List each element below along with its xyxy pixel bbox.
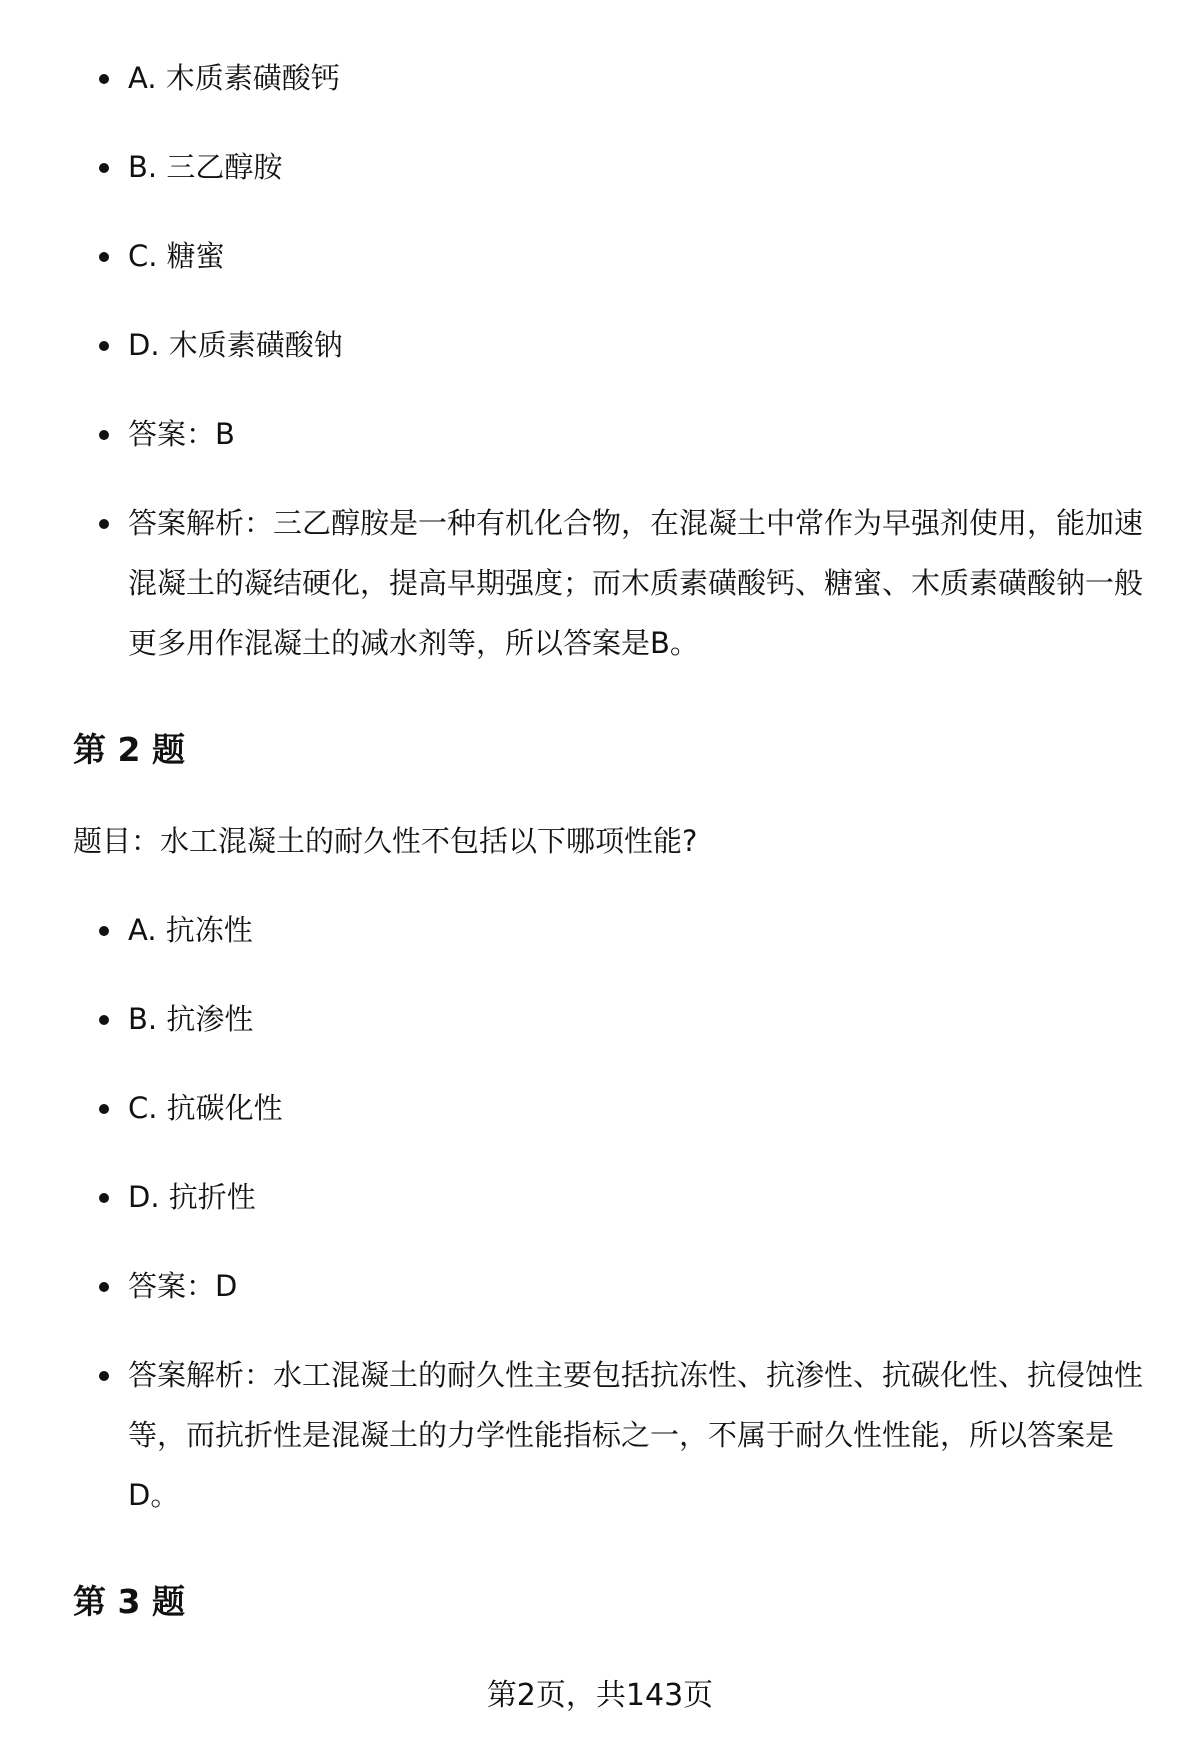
option-b: B. 抗渗性	[73, 989, 1153, 1049]
option-b: B. 三乙醇胺	[73, 137, 1153, 197]
answer: 答案：D	[73, 1256, 1153, 1316]
answer: 答案：B	[73, 404, 1153, 464]
option-d: D. 木质素磺酸钠	[73, 315, 1153, 375]
question-2-stem: 题目：水工混凝土的耐久性不包括以下哪项性能?	[73, 824, 698, 858]
answer-analysis: 答案解析：三乙醇胺是一种有机化合物，在混凝土中常作为早强剂使用，能加速混凝土的凝结硬化，提高早期强度；而木质素磺酸钙、糖蜜、木质素磺酸钠一般更多用作混凝土的减水剂等，所以答案是B。	[73, 493, 1153, 673]
page-footer: 第2页，共143页	[486, 1678, 714, 1713]
option-a: A. 木质素磺酸钙	[73, 48, 1153, 108]
answer-analysis: 答案解析：水工混凝土的耐久性主要包括抗冻性、抗渗性、抗碳化性、抗侵蚀性等，而抗折性是混凝土的力学性能指标之一，不属于耐久性性能，所以答案是D。	[73, 1345, 1153, 1525]
question-2-options	[73, 900, 1153, 1525]
option-d: D. 抗折性	[73, 1167, 1153, 1227]
page-content	[73, 48, 1153, 1627]
question-2-heading: 第 2 题	[73, 730, 185, 769]
question-1-options	[73, 48, 1153, 673]
question-3-heading: 第 3 题	[73, 1582, 185, 1621]
option-c: C. 抗碳化性	[73, 1078, 1153, 1138]
option-c: C. 糖蜜	[73, 226, 1153, 286]
option-a: A. 抗冻性	[73, 900, 1153, 960]
